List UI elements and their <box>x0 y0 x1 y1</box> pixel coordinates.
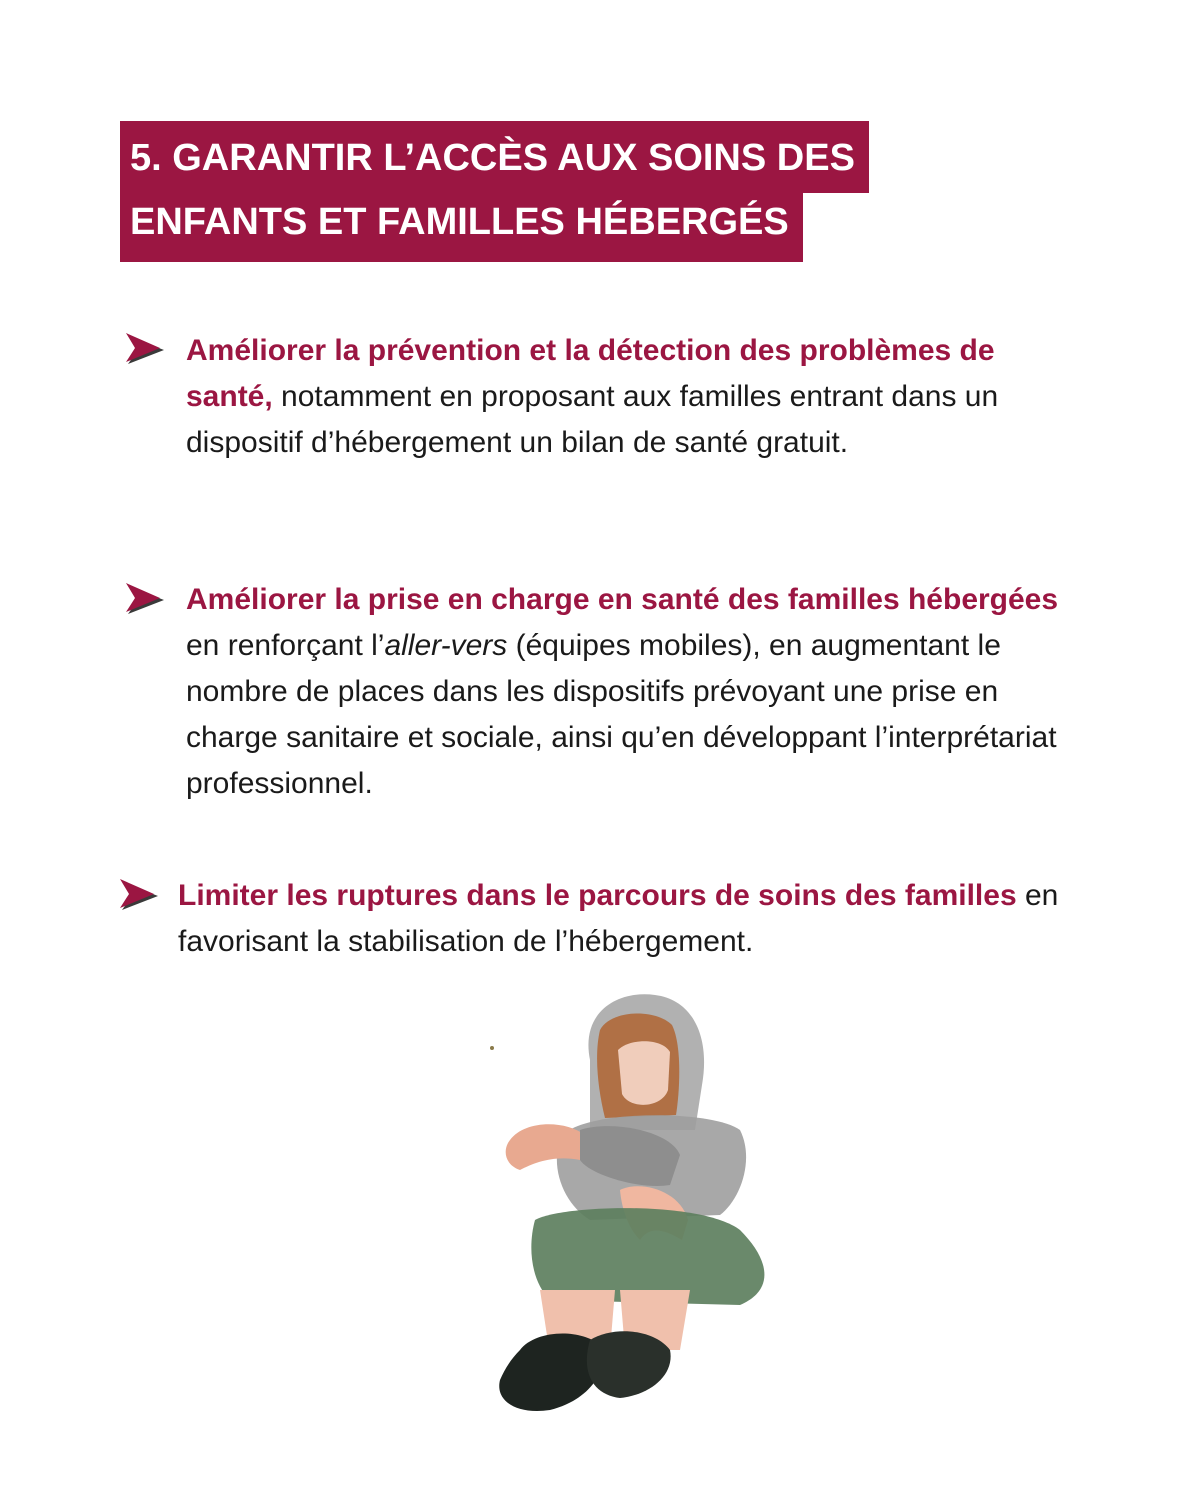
list-item-text <box>178 873 1078 965</box>
sitting-child-illustration <box>440 990 820 1450</box>
list-item-highlight: Améliorer la prévention et la détection des problèmes de santé, <box>186 334 995 413</box>
list-item-body: notamment en proposant aux familles entrant dans un dispositif d’hébergement un bilan de santé gratuit. <box>186 380 999 459</box>
list-item-highlight: Améliorer la prise en charge en santé des familles hébergées <box>186 583 1059 616</box>
list-item-italic: aller-vers <box>384 629 508 662</box>
list-item-body: (équipes mobiles), en augmentant le nombre de places dans les dispositifs prévoyant une prise en charge sanitaire et sociale, ainsi qu’en développant l’interprétariat professionnel. <box>186 629 1057 800</box>
list-item-highlight: Limiter les ruptures dans le parcours de soins des familles <box>178 879 1017 912</box>
list-item-text <box>186 328 1086 466</box>
list-item-text <box>186 577 1086 807</box>
chevron-arrow-icon <box>118 876 164 916</box>
list-item-body: en renforçant l’ <box>186 629 385 662</box>
chevron-arrow-icon <box>124 330 170 370</box>
chevron-arrow-icon <box>124 580 170 620</box>
title-line-1: 5. GARANTIR L’ACCÈS AUX SOINS DES <box>120 121 869 193</box>
section-title <box>120 121 869 262</box>
list-item-body: en favorisant la stabilisation de l’hébergement. <box>178 879 1059 958</box>
title-line-2: ENFANTS ET FAMILLES HÉBERGÉS <box>120 193 803 262</box>
